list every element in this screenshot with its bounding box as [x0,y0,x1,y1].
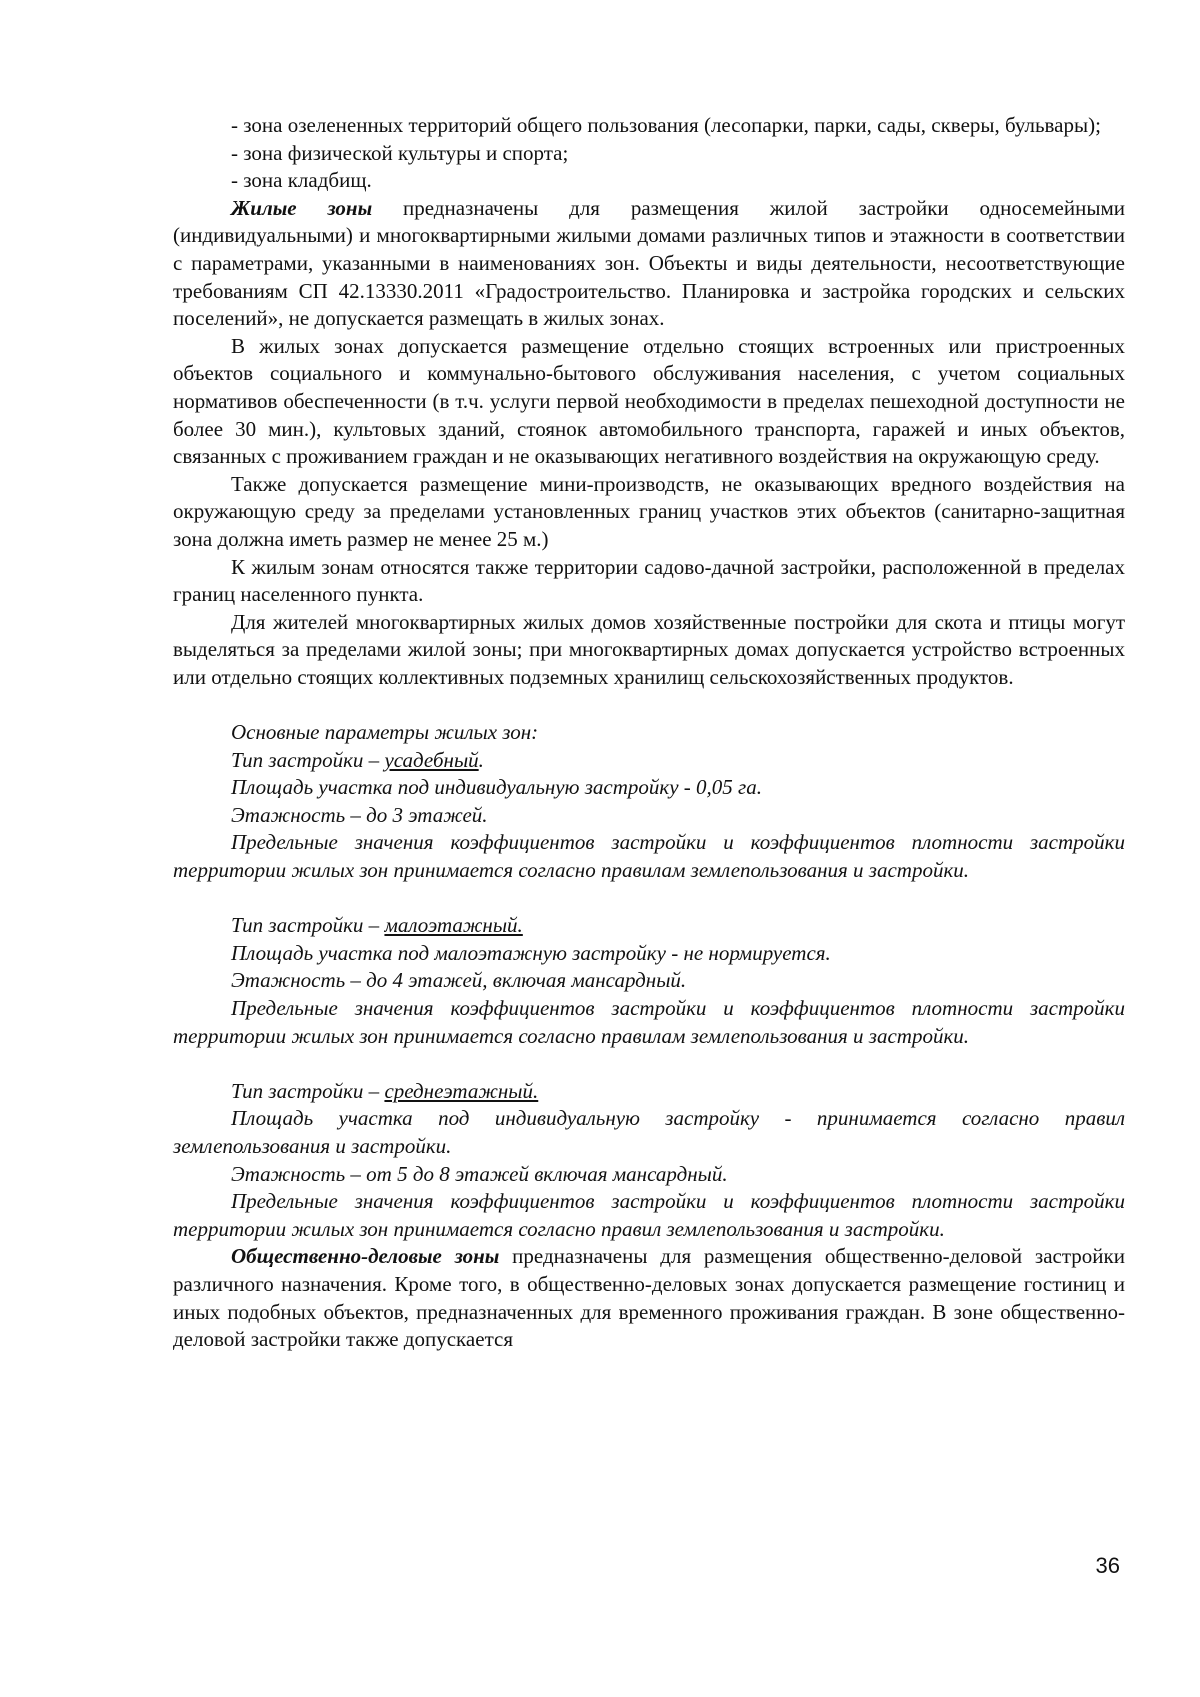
type-name: усадебный [384,747,479,772]
paragraph-mini-production: Также допускается размещение мини-производств, не оказывающих вредного воздействия на окружающую среду за пределами установленных границ участков этих объектов (санитарно-защитная зона должна иметь размер не менее 25 м.) [173,471,1125,551]
type-area-2: Площадь участка под малоэтажную застройку - не нормируется. [231,940,831,965]
type-limits-2: Предельные значения коэффициентов застройки и коэффициентов плотности застройки территории жилых зон принимается согласно правилам землепользования и застройки. [173,996,1125,1048]
type-name: среднеэтажный. [384,1078,539,1103]
type-line-2 [173,912,1125,940]
type-floors-3: Этажность – от 5 до 8 этажей включая мансардный. [231,1161,728,1186]
type-label: Тип застройки – [231,747,385,772]
type-label: Тип застройки – [231,1078,385,1103]
type-suffix: . [478,747,484,772]
type-name: малоэтажный. [384,913,523,938]
list-item-greenery: - зона озелененных территорий общего пользования (лесопарки, парки, сады, скверы, бульвары); [231,113,1101,137]
paragraph-placement: В жилых зонах допускается размещение отдельно стоящих встроенных или пристроенных объектов социального и коммунально-бытового обслуживания населения, с учетом социальных нормативов обеспеченности (в т.ч. услуги первой необходимости в пределах пешеходной доступности не более 30 мин.), культовых зданий, стоянок автомобильного транспорта, гаражей и иных объектов, связанных с проживанием граждан и не оказывающих негативного воздействия на окружающую среду. [173,333,1125,469]
type-label: Тип застройки – [231,913,385,938]
page-number: 36 [1095,1553,1120,1578]
business-paragraph [173,1243,1125,1353]
type-line-1 [173,747,1125,775]
type-floors-2: Этажность – до 4 этажей, включая мансардный. [231,968,687,993]
paragraph-garden: К жилым зонам относятся также территории садово-дачной застройки, расположенной в пределах границ населенного пункта. [173,554,1125,607]
business-text: предназначены для размещения общественно-деловой застройки различного назначения. Кроме того, в общественно-деловых зонах допускается размещение гостиниц и иных подобных объектов, предназначенных для временного проживания граждан. В зоне общественно-деловой застройки также допускается [173,1244,1125,1352]
document-page [173,112,1125,1354]
type-limits-1: Предельные значения коэффициентов застройки и коэффициентов плотности застройки территории жилых зон принимается согласно правилам землепользования и застройки. [173,830,1125,883]
residential-text: предназначены для размещения жилой застройки односемейными (индивидуальными) и многоквартирными жилыми домами различных типов и этажности в соответствии с параметрами, указанными в наименованиях зон. Объекты и виды деятельности, несоответствующие требованиям СП 42.13330.2011 «Градостроительство. Планировка и застройка городских и сельских поселений», не допускается размещать в жилых зонах. [173,195,1125,331]
type-line-3 [173,1078,1125,1106]
type-limits-3: Предельные значения коэффициентов застройки и коэффициентов плотности застройки территории жилых зон принимается согласно правил землепользования и застройки. [173,1189,1125,1241]
type-area-1: Площадь участка под индивидуальную застройку - 0,05 га. [231,775,762,800]
type-area-3: Площадь участка под индивидуальную застройку - принимается согласно правил землепользования и застройки. [173,1106,1125,1158]
params-heading: Основные параметры жилых зон: [231,720,539,745]
residential-paragraph [173,195,1125,333]
paragraph-outbuildings: Для жителей многоквартирных жилых домов хозяйственные постройки для скота и птицы могут выделяться за пределами жилой зоны; при многоквартирных домах допускается устройство встроенных или отдельно стоящих коллективных подземных хранилищ сельскохозяйственных продуктов. [173,609,1125,689]
list-item-sport: - зона физической культуры и спорта; [231,140,569,165]
type-floors-1: Этажность – до 3 этажей. [231,802,488,827]
list-item-cemetery: - зона кладбищ. [231,168,372,193]
business-term: Общественно-деловые зоны [231,1244,500,1269]
residential-term: Жилые зоны [231,195,373,220]
